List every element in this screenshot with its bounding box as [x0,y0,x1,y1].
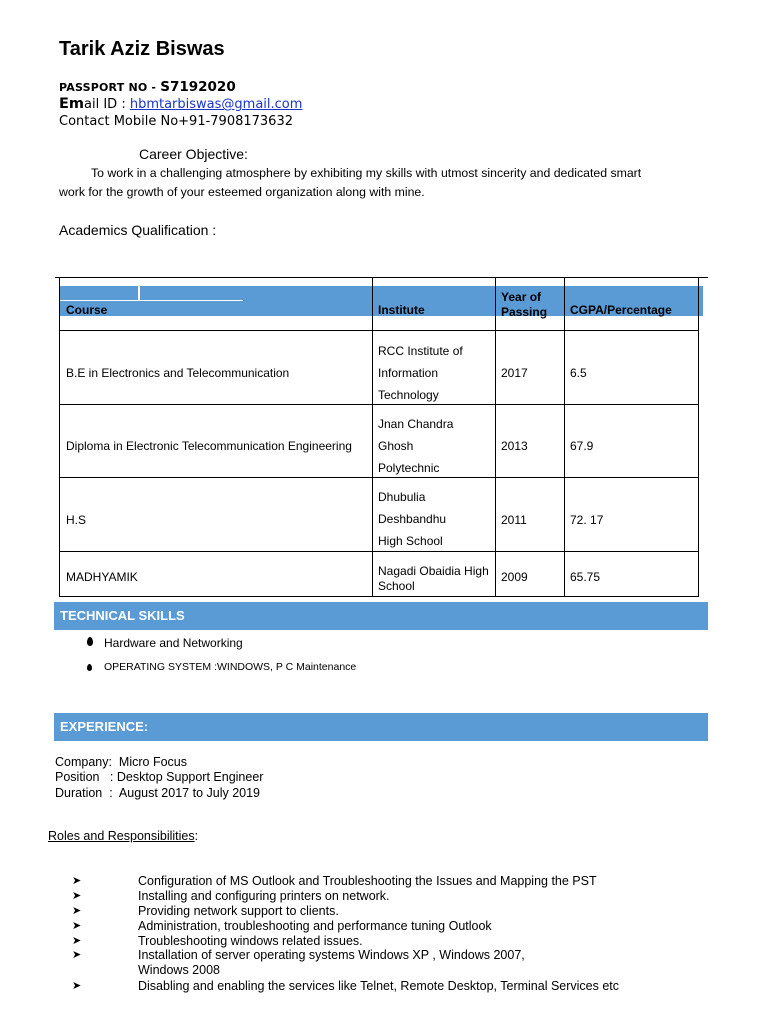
col-header-institute: Institute [378,303,425,317]
col-divider [495,277,496,597]
arrow-bullet-icon: ➤ [72,905,82,917]
table-cell-cgpa: 65.75 [570,570,601,584]
passport-number: S7192020 [160,79,236,95]
email-line [59,96,302,112]
arrow-bullet-icon: ➤ [72,935,82,947]
table-cell-year: 2011 [501,513,527,527]
passport-label: PASSPORT NO - [59,81,161,94]
table-cell-course: Diploma in Electronic Telecommunication Engineering [66,439,352,453]
career-objective-text [59,164,679,202]
list-item [87,635,243,650]
arrow-bullet-icon: ➤ [72,980,82,992]
experience-company: Company: Micro Focus [55,755,187,769]
col-header-year: Year of Passing [501,290,548,319]
list-item [87,660,357,674]
candidate-name: Tarik Aziz Biswas [59,38,225,60]
col-header-course: Course [66,303,108,317]
table-cell-institute: Jnan Chandra Ghosh Polytechnic [378,417,454,475]
career-line-1: To work in a challenging atmosphere by exhibiting my skills with utmost sincerity and dedicated smart [91,166,642,180]
experience-heading: EXPERIENCE: [54,713,708,741]
table-cell-course: H.S [66,513,87,527]
bullet-icon [87,664,92,671]
col-header-cgpa: CGPA/Percentage [570,303,672,317]
skill-text: OPERATING SYSTEM :WINDOWS, P C Maintenance [104,661,357,673]
bullet-icon [87,637,93,646]
arrow-bullet-icon: ➤ [72,875,82,887]
technical-skills-heading: TECHNICAL SKILLS [54,602,708,630]
table-cell-year: 2017 [501,366,528,380]
experience-duration: Duration : August 2017 to July 2019 [55,786,260,800]
col-divider [564,277,565,597]
row-divider [59,330,699,331]
career-line-2: work for the growth of your esteemed organization along with mine. [59,185,425,199]
arrow-bullet-icon: ➤ [72,920,82,932]
roles-heading: Roles and Responsibilities: [48,829,199,843]
email-prefix-bold: Em [59,96,85,112]
table-cell-institute: Nagadi Obaidia High School [378,564,489,593]
table-cell-institute: RCC Institute of Information Technology [378,344,463,402]
passport-line [59,76,236,95]
arrow-bullet-icon: ➤ [72,890,82,902]
table-cell-cgpa: 72. 17 [570,513,604,527]
experience-position: Position : Desktop Support Engineer [55,770,264,784]
table-cell-cgpa: 67.9 [570,439,594,453]
arrow-bullet-icon: ➤ [72,949,82,961]
career-objective-heading: Career Objective: [139,146,248,162]
table-cell-course: MADHYAMIK [66,570,138,584]
table-cell-cgpa: 6.5 [570,366,587,380]
table-cell-year: 2009 [501,570,528,584]
table-cell-institute: Dhubulia Deshbandhu High School [378,490,447,548]
email-link[interactable]: hbmtarbiswas@gmail.com [129,97,303,112]
col-divider [372,277,373,597]
table-cell-year: 2013 [501,439,528,453]
contact-mobile: Contact Mobile No+91-7908173632 [59,114,293,129]
academics-heading: Academics Qualification : [59,222,217,238]
email-prefix: ail ID : [84,97,130,112]
skill-text: Hardware and Networking [104,636,243,650]
table-cell-course: B.E in Electronics and Telecommunication [66,366,290,380]
